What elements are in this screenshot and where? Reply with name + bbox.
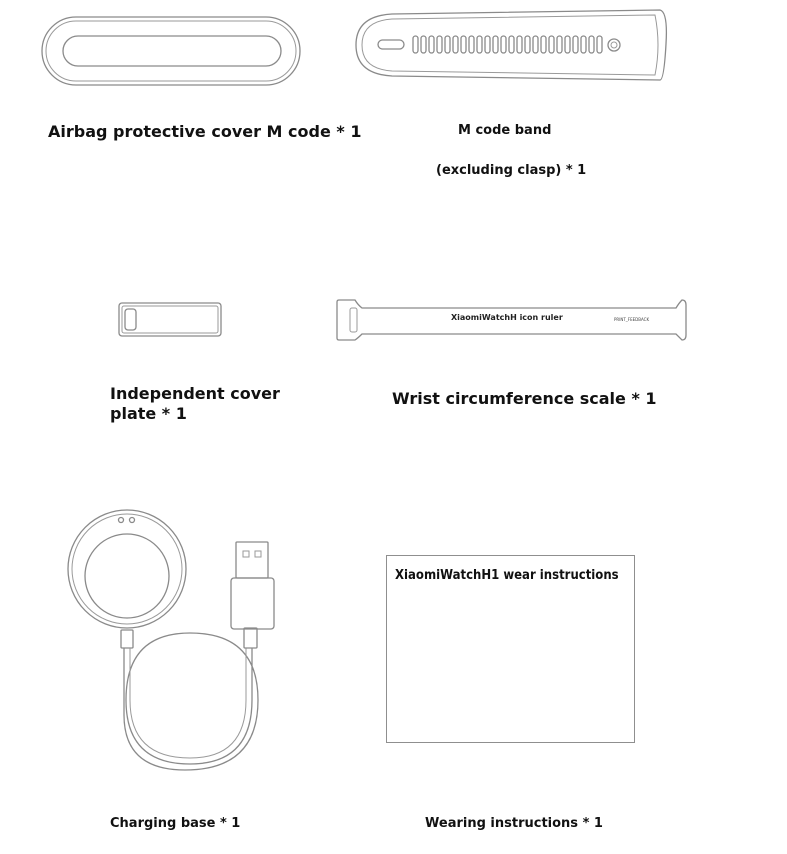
charging-base-label: Charging base * 1 (110, 816, 241, 831)
cover-plate-label-line2: plate * 1 (110, 404, 187, 423)
instructions-card (386, 555, 635, 743)
band-label-line1: M code band (458, 123, 552, 138)
ruler-print-small: PRINT_FEEDBACK (614, 317, 650, 322)
band-label-line2: (excluding clasp) * 1 (436, 163, 587, 178)
airbag-cover-label: Airbag protective cover M code * 1 (48, 122, 362, 141)
cover-plate-label-line1: Independent cover (110, 384, 280, 403)
ruler-label: Wrist circumference scale * 1 (392, 389, 657, 408)
instructions-card-title: XiaomiWatchH1 wear instructions (395, 568, 619, 583)
ruler-print-text: XiaomiWatchH icon ruler (451, 313, 563, 322)
instructions-label: Wearing instructions * 1 (425, 816, 603, 831)
